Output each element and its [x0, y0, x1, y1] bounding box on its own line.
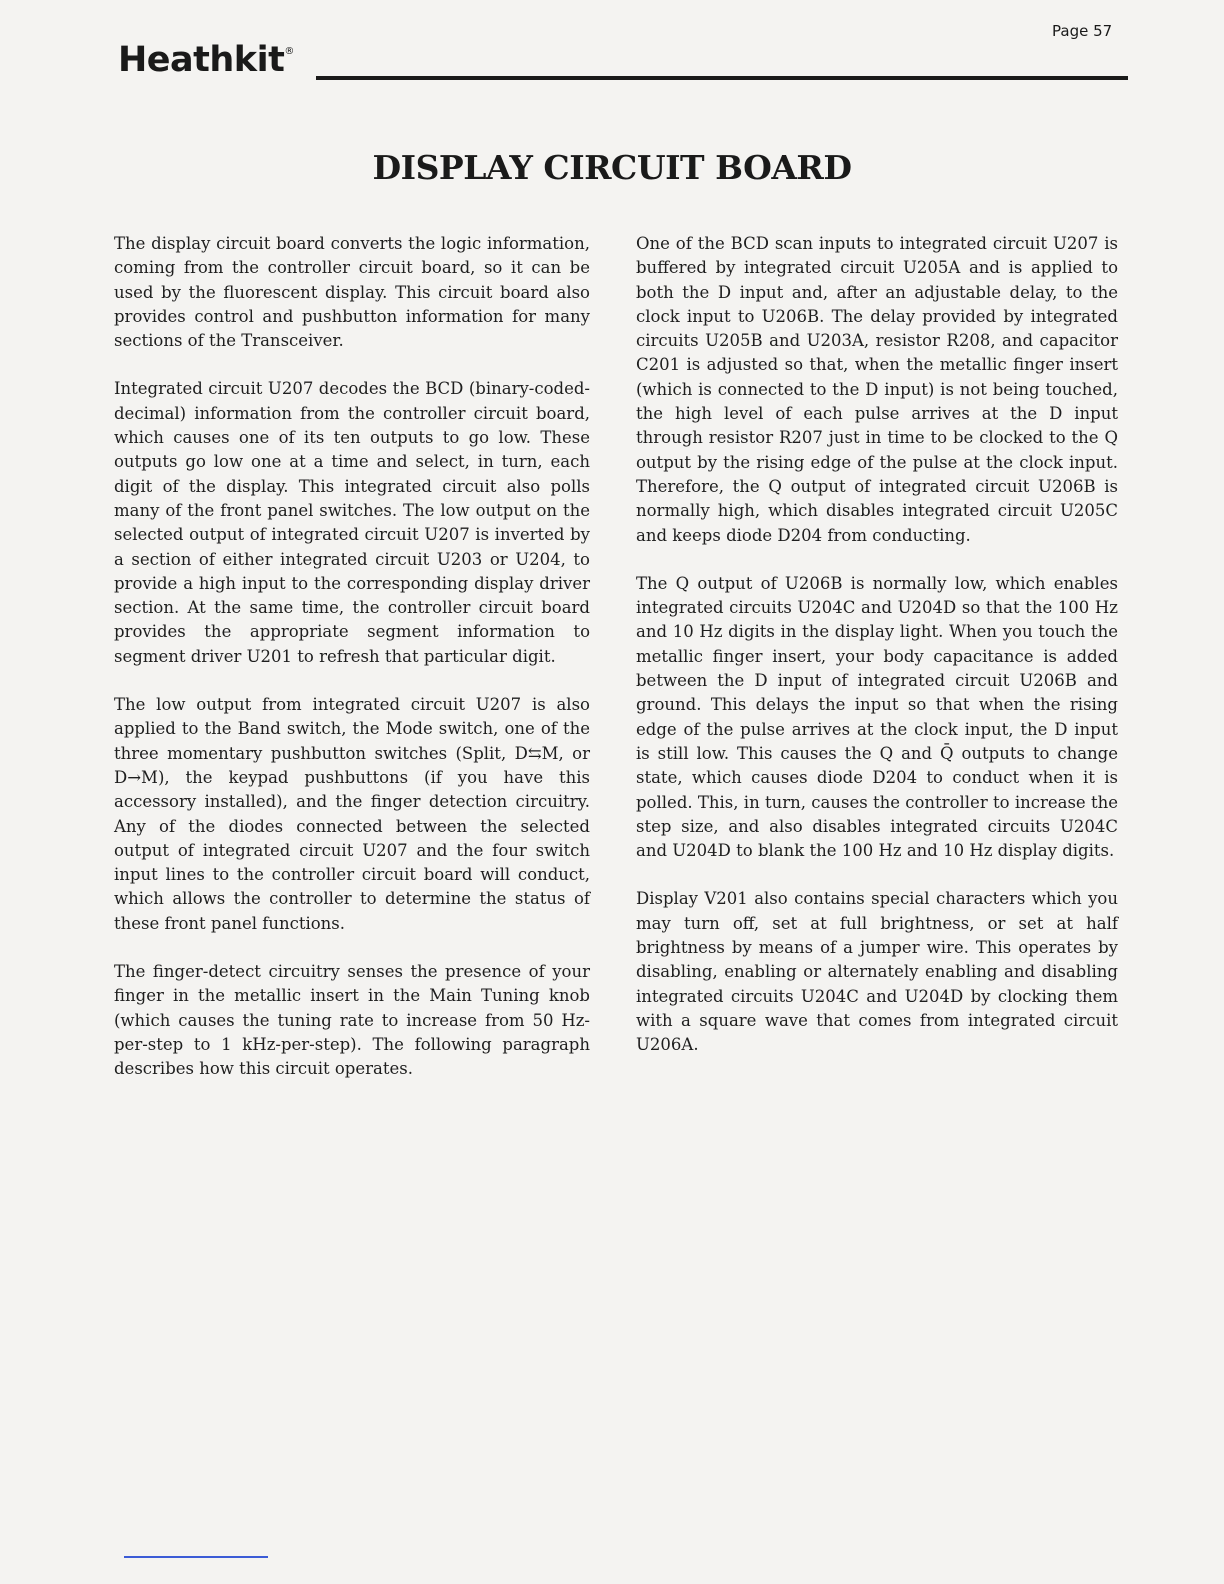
brand-logo: [118, 40, 294, 80]
registered-mark: ®: [284, 46, 294, 57]
paragraph: Display V201 also contains special characters which you may turn off, set at full brightness, or set at half brightness by means of a jumper wire. This operates by disabling, enabling or alternately enabling and disabling integrated circuits U204C and U204D by clocking them with a square wave that comes from integrated circuit U206A.: [636, 889, 1118, 1055]
paragraph: Integrated circuit U207 decodes the BCD (binary-coded-decimal) information from the controller circuit board, which causes one of its ten outputs to go low. These outputs go low one at a time and select, in turn, each digit of the display. This integrated circuit also polls many of the front panel switches. The low output on the selected output of integrated circuit U207 is inverted by a section of either integrated circuit U203 or U204, to provide a high input to the corresponding display driver section. At the same time, the controller circuit board provides the appropriate segment information to segment driver U201 to refresh that particular digit.: [114, 379, 590, 666]
page-title: DISPLAY CIRCUIT BOARD: [372, 148, 852, 187]
left-column: [114, 232, 590, 1106]
paragraph: The finger-detect circuitry senses the presence of your finger in the metallic insert in the Main Tuning knob (which causes the tuning rate to increase from 50 Hz-per-step to 1 kHz-per-step). The following paragraph describes how this circuit operates.: [114, 962, 590, 1079]
right-column: [636, 232, 1118, 1082]
header-rule: [316, 76, 1128, 80]
paragraph: One of the BCD scan inputs to integrated circuit U207 is buffered by integrated circuit U205A and is applied to both the D input and, after an adjustable delay, to the clock input to U206B. The delay provided by integrated circuits U205B and U203A, resistor R208, and capacitor C201 is adjusted so that, when the metallic finger insert (which is connected to the D input) is not being touched, the high level of each pulse arrives at the D input through resistor R207 just in time to be clocked to the Q output by the rising edge of the pulse at the clock input. Therefore, the Q output of integrated circuit U206B is normally high, which disables integrated circuit U205C and keeps diode D204 from conducting.: [636, 234, 1118, 545]
brand-name: Heathkit: [118, 40, 285, 80]
footer-line: [124, 1556, 268, 1558]
paragraph: The display circuit board converts the logic information, coming from the controller circuit board, so it can be used by the fluorescent display. This circuit board also provides control and pushbutton information for many sections of the Transceiver.: [114, 234, 590, 351]
page-number: Page 57: [1052, 22, 1113, 40]
paragraph: The low output from integrated circuit U207 is also applied to the Band switch, the Mode switch, one of the three momentary pushbutton switches (Split, D⇆M, or D→M), the keypad pushbuttons (if you have this accessory installed), and the finger detection circuitry. Any of the diodes connected between the selected output of integrated circuit U207 and the four switch input lines to the controller circuit board will conduct, which allows the controller to determine the status of these front panel functions.: [114, 695, 590, 933]
paragraph: The Q output of U206B is normally low, which enables integrated circuits U204C and U204D so that the 100 Hz and 10 Hz digits in the display light. When you touch the metallic finger insert, your body capacitance is added between the D input of integrated circuit U206B and ground. This delays the input so that when the rising edge of the pulse arrives at the clock input, the D input is still low. This causes the Q and Q̄ outputs to change state, which causes diode D204 to conduct when it is polled. This, in turn, causes the controller to increase the step size, and also disables integrated circuits U204C and U204D to blank the 100 Hz and 10 Hz display digits.: [636, 573, 1118, 861]
